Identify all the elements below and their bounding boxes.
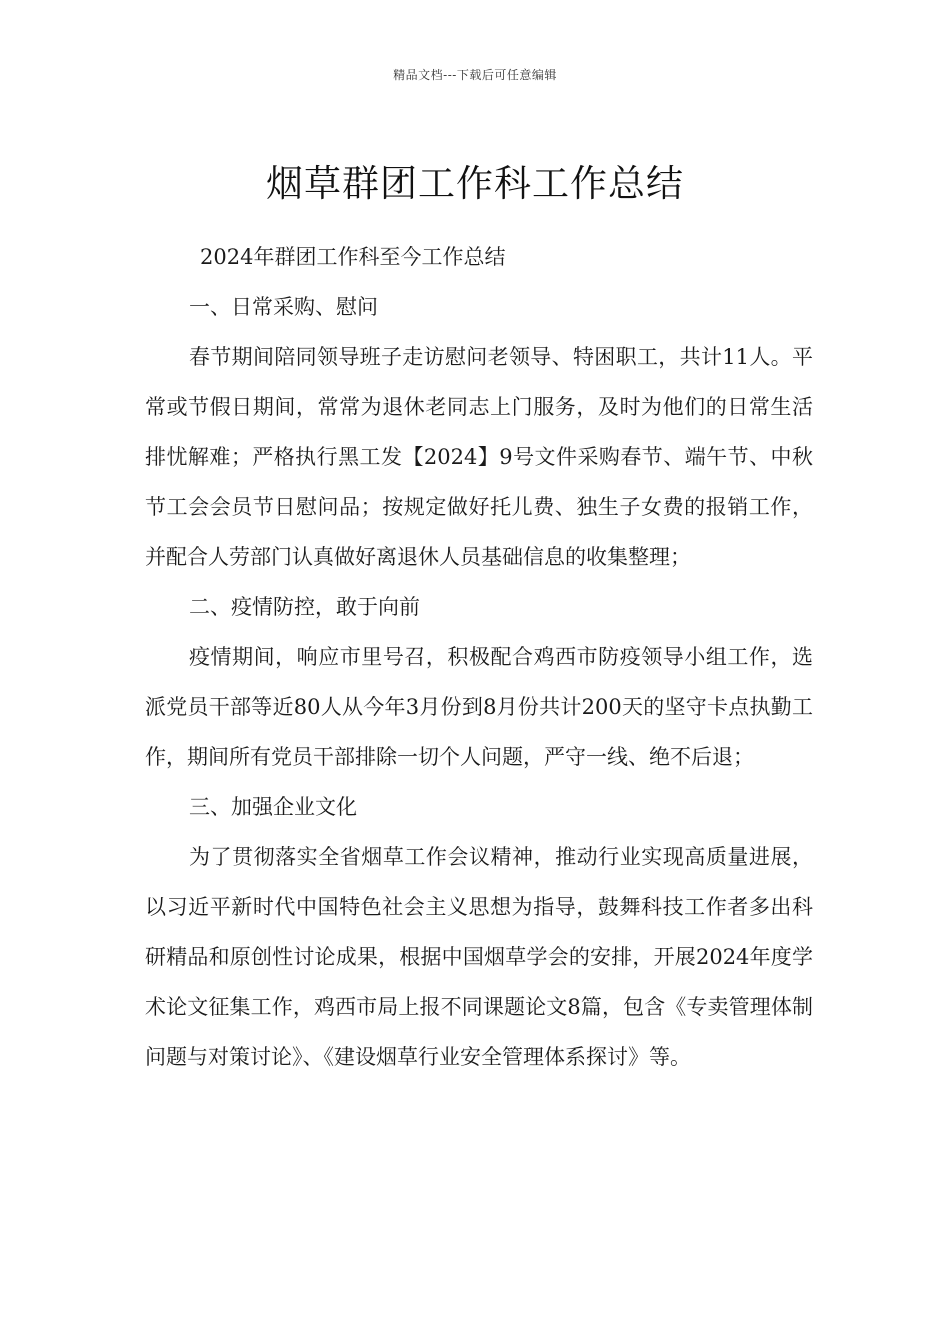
- section-heading-1: 一、日常采购、慰问: [189, 295, 378, 319]
- section-heading-3: 三、加强企业文化: [189, 795, 357, 819]
- section-paragraph-3: 为了贯彻落实全省烟草工作会议精神，推动行业实现高质量进展，以习近平新时代中国特色社会主义思想为指导，鼓舞科技工作者多出科研精品和原创性讨论成果，根据中国烟草学会的安排，开展2024年度学术论文征集工作，鸡西市局上报不同课题论文8篇，包含《专卖管理体制问题与对策讨论》、《建设烟草行业安全管理体系探讨》等。: [145, 845, 813, 1069]
- document-body: [145, 232, 813, 1082]
- document-title: 烟草群团工作科工作总结: [266, 161, 684, 205]
- header-note: 精品文档---下载后可任意编辑: [393, 68, 557, 82]
- section-paragraph-1: 春节期间陪同领导班子走访慰问老领导、特困职工，共计11人。平常或节假日期间，常常为退休老同志上门服务，及时为他们的日常生活排忧解难；严格执行黑工发【2024】9号文件采购春节、端午节、中秋节工会会员节日慰问品；按规定做好托儿费、独生子女费的报销工作，并配合人劳部门认真做好离退休人员基础信息的收集整理；: [145, 345, 813, 569]
- section-heading-2: 二、疫情防控，敢于向前: [189, 595, 420, 619]
- document-subtitle: 2024年群团工作科至今工作总结: [200, 245, 506, 269]
- section-paragraph-2: 疫情期间，响应市里号召，积极配合鸡西市防疫领导小组工作，选派党员干部等近80人从今年3月份到8月份共计200天的坚守卡点执勤工作，期间所有党员干部排除一切个人问题，严守一线、绝不后退；: [145, 645, 813, 769]
